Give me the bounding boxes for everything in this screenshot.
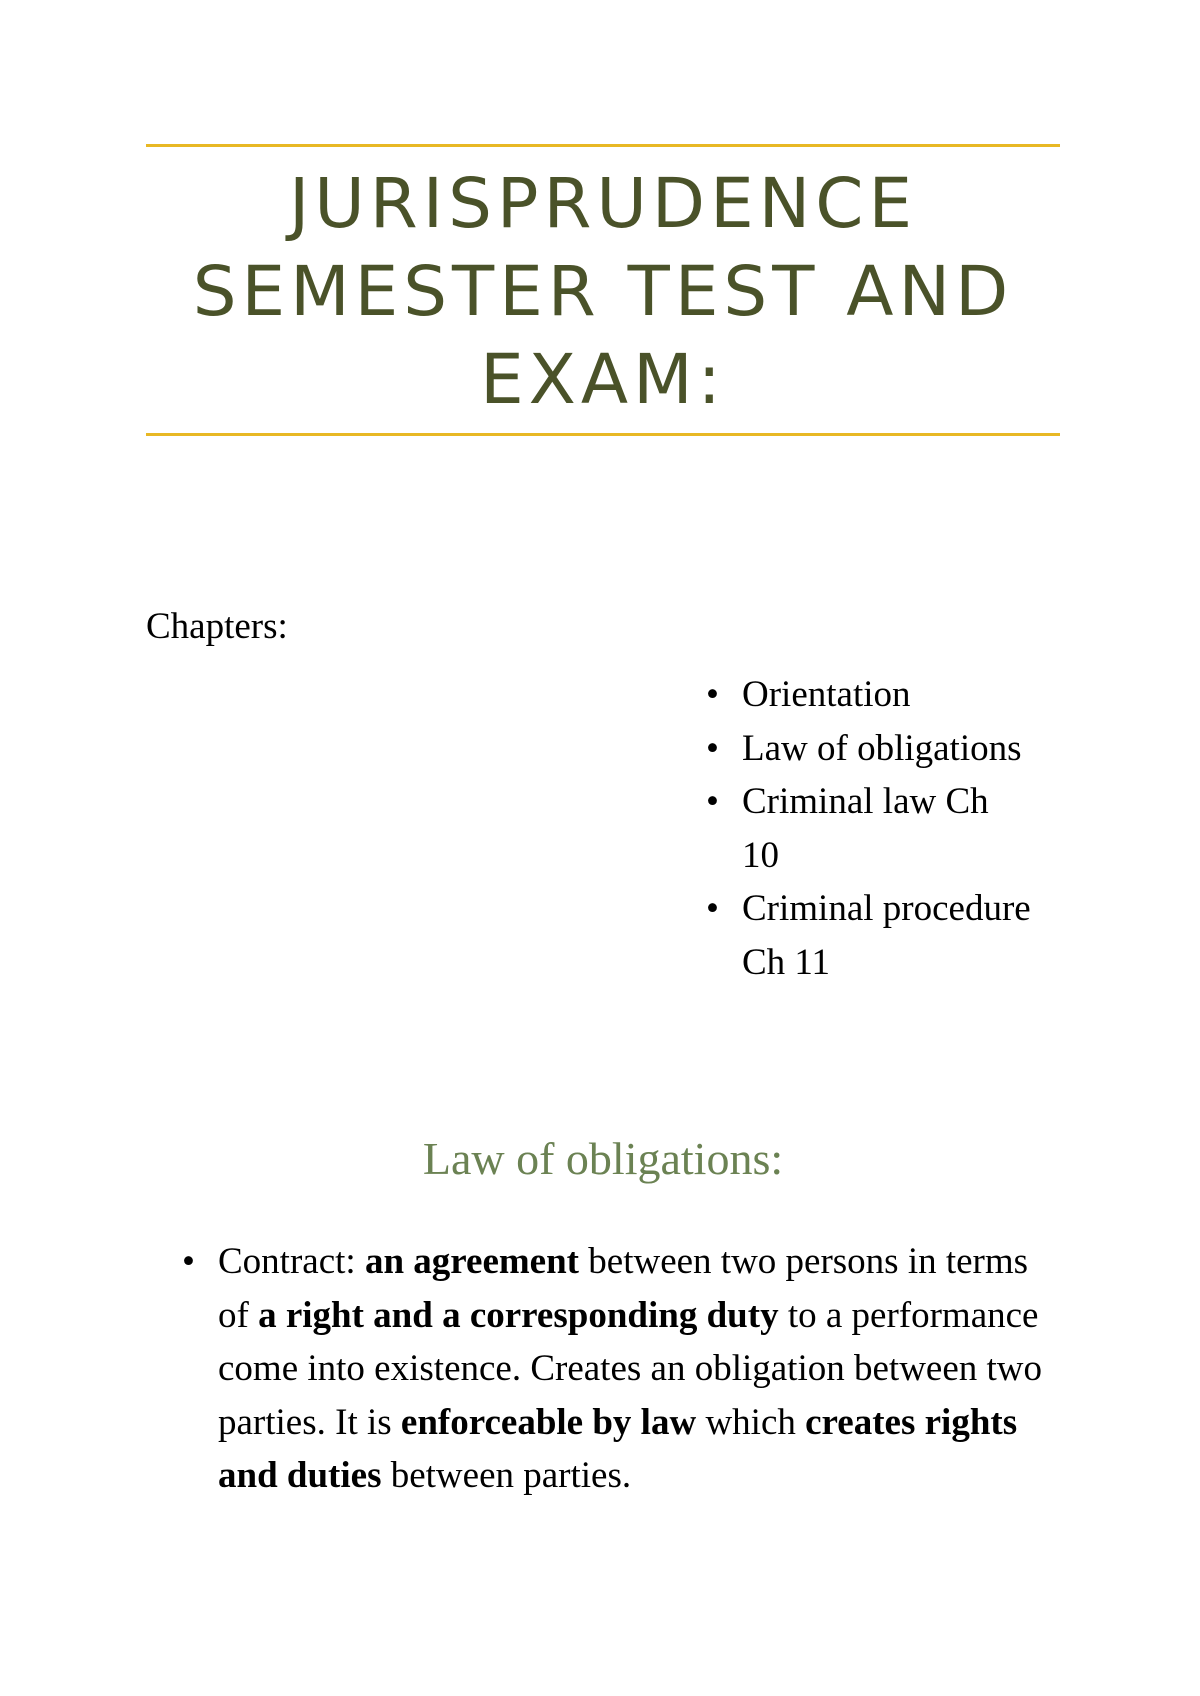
- text-run: to a performance come into existence. Creates an obligation between two parties. It is: [218, 1294, 1043, 1443]
- title-bottom-rule: [146, 433, 1060, 436]
- text-run: Contract:: [218, 1241, 365, 1282]
- chapters-label: Chapters:: [146, 606, 288, 647]
- chapter-item-label-cont: Ch 11: [742, 941, 831, 983]
- chapter-item-label: Law of obligations: [742, 727, 1022, 769]
- bullet-icon: •: [706, 888, 719, 929]
- bold-run: an agreement: [364, 1241, 580, 1282]
- definition-item: [182, 1235, 1062, 1503]
- bold-run: a right and a corresponding duty: [258, 1294, 779, 1336]
- title-top-rule: [146, 144, 1060, 147]
- title-line-2: SEMESTER TEST AND: [192, 252, 1014, 332]
- chapter-item: [706, 668, 1066, 722]
- title-line-1: JURISPRUDENCE: [288, 164, 918, 244]
- definition-list: [182, 1235, 1062, 1503]
- section-heading: Law of obligations:: [422, 1133, 784, 1184]
- chapter-item: [706, 722, 1066, 776]
- chapter-item-label-cont: 10: [742, 834, 779, 876]
- bold-run: enforceable by law: [400, 1401, 697, 1443]
- text-run: between parties.: [381, 1455, 632, 1496]
- bullet-icon: •: [706, 674, 719, 715]
- document-title: [146, 160, 1060, 424]
- chapter-item: [706, 775, 1066, 882]
- chapter-item: [706, 882, 1066, 989]
- bullet-icon: •: [182, 1241, 195, 1282]
- chapter-item-label: Criminal procedure: [742, 888, 1031, 929]
- text-run: between two persons in terms of: [218, 1241, 1029, 1336]
- bullet-icon: •: [706, 727, 719, 769]
- bullet-icon: •: [706, 781, 719, 822]
- title-line-3: EXAM:: [480, 340, 726, 420]
- definition-text: [218, 1241, 1042, 1496]
- bold-run: creates rights and duties: [218, 1401, 1018, 1496]
- text-run: which: [696, 1401, 806, 1443]
- chapter-list: [706, 668, 1066, 989]
- chapter-item-label: Criminal law Ch: [742, 781, 989, 822]
- chapter-item-label: Orientation: [742, 674, 911, 715]
